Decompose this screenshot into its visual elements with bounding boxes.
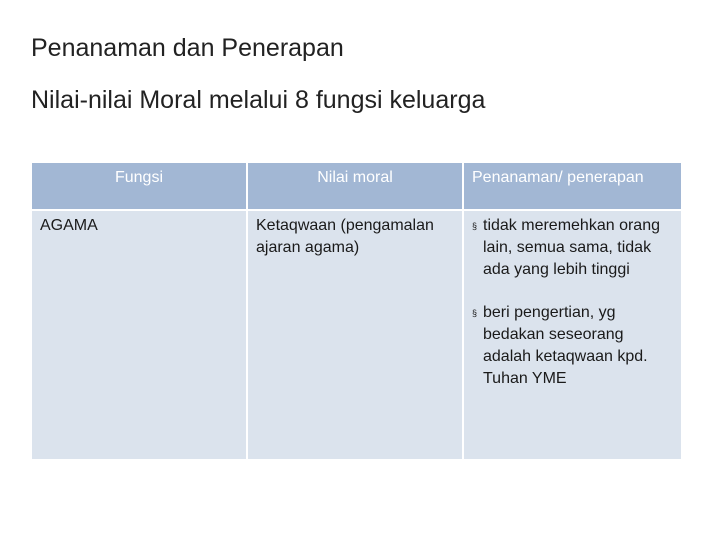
- table-body: [31, 210, 682, 460]
- slide-title-line2: Nilai-nilai Moral melalui 8 fungsi keluarga: [31, 86, 486, 114]
- bullet-icon: §: [472, 221, 478, 231]
- cell-nilai-moral: Ketaqwaan (pengamalan ajaran agama): [247, 210, 463, 460]
- bullet-icon: §: [472, 308, 478, 318]
- cell-fungsi: AGAMA: [31, 210, 247, 460]
- bullet-text: beri pengertian, yg bedakan seseorang adalah ketaqwaan kpd. Tuhan YME: [483, 304, 648, 387]
- bullet-text: tidak meremehkan orang lain, semua sama, tidak ada yang lebih tinggi: [483, 217, 660, 278]
- slide-title-line1: Penanaman dan Penerapan: [31, 34, 344, 62]
- table-row: [31, 210, 682, 460]
- header-nilai-moral: Nilai moral: [247, 162, 463, 210]
- table-header: [31, 162, 682, 210]
- bullet-list-item: [472, 215, 675, 281]
- fungsi-keluarga-table: [30, 161, 683, 461]
- table-header-row: [31, 162, 682, 210]
- header-penanaman-penerapan: Penanaman/ penerapan: [463, 162, 682, 210]
- header-fungsi: Fungsi: [31, 162, 247, 210]
- bullet-list-item: [472, 302, 675, 390]
- cell-penerapan: [463, 210, 682, 460]
